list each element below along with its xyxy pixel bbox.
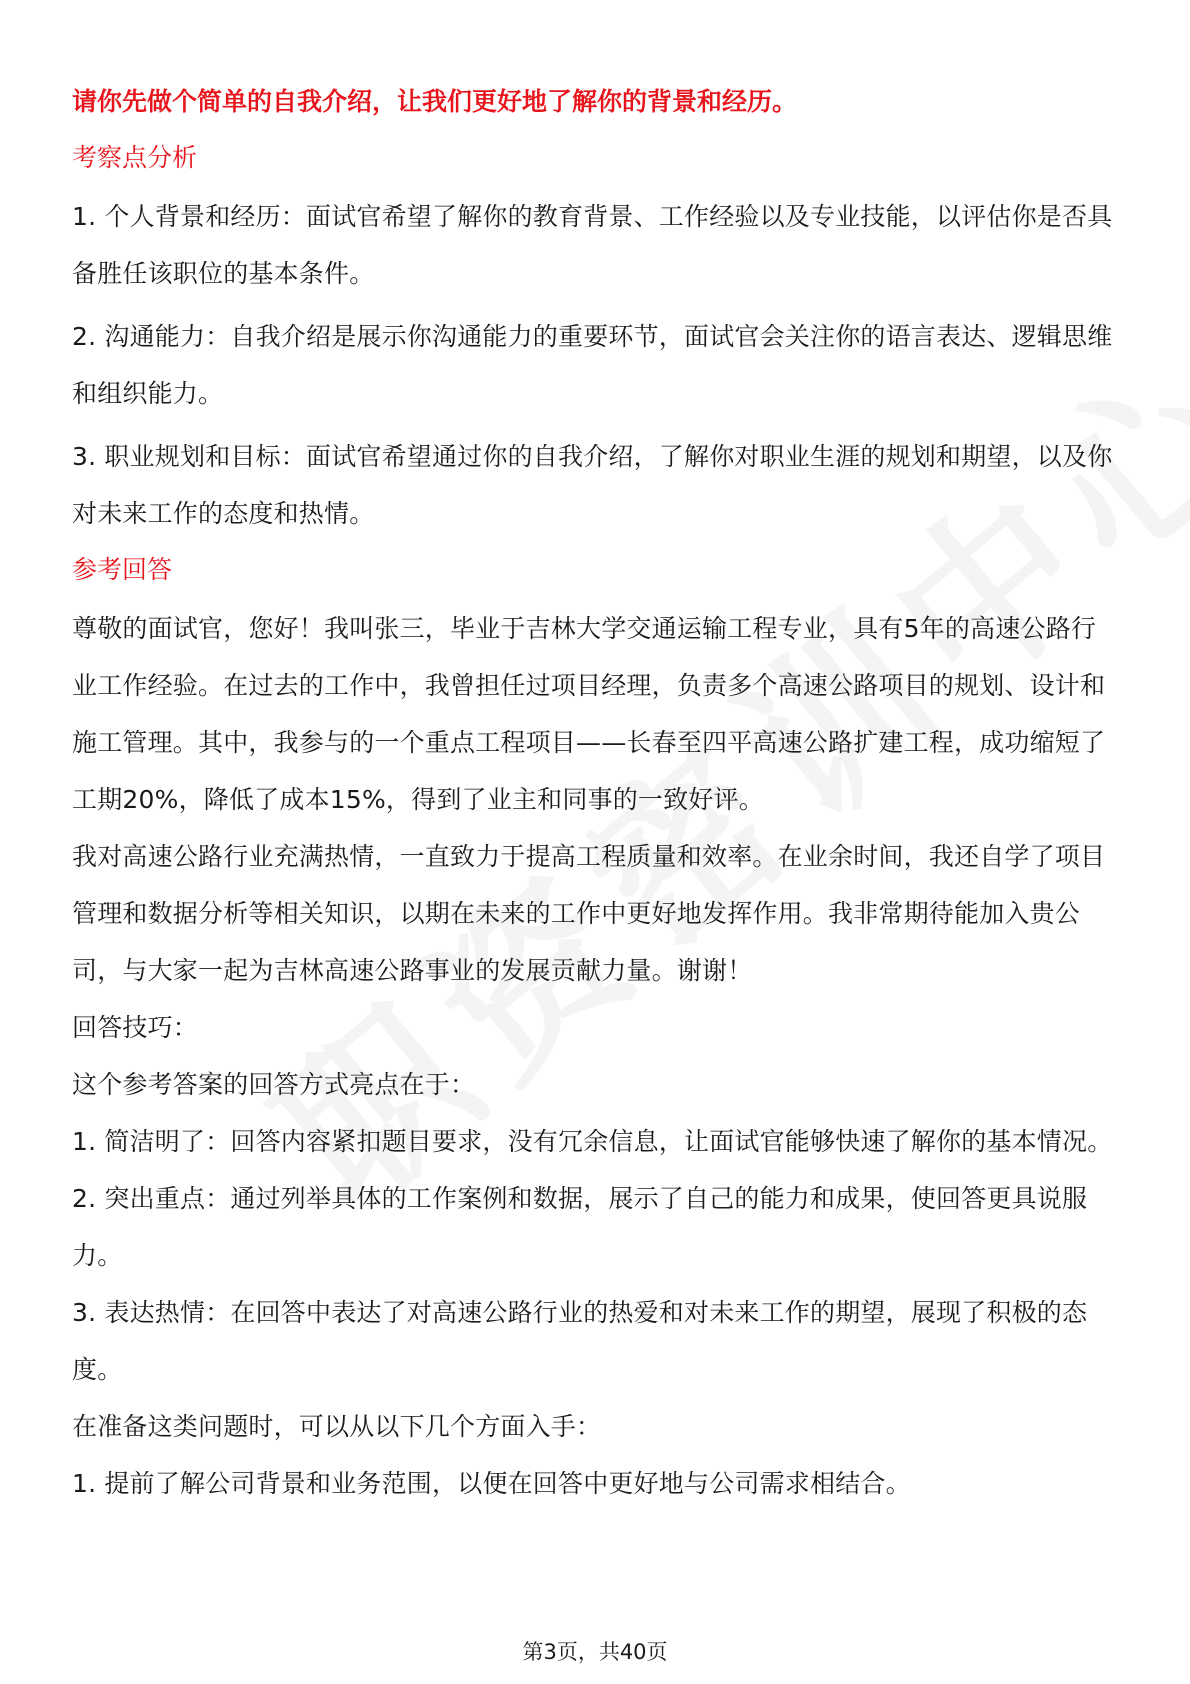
tip-item-1: 1. 简洁明了：回答内容紧扣题目要求，没有冗余信息，让面试官能够快速了解你的基本情况。 — [72, 1127, 1113, 1156]
tips-intro: 这个参考答案的回答方式亮点在于： — [72, 1070, 476, 1099]
tips-heading: 回答技巧： — [72, 1013, 199, 1042]
analysis-item-3: 3. 职业规划和目标：面试官希望通过你的自我介绍，了解你对职业生涯的规划和期望，以及你对未来工作的态度和热情。 — [72, 442, 1113, 528]
tip-item-2: 2. 突出重点：通过列举具体的工作案例和数据，展示了自己的能力和成果，使回答更具说服力。 — [72, 1184, 1088, 1270]
analysis-title: 考察点分析 — [72, 143, 198, 172]
analysis-item-1: 1. 个人背景和经历：面试官希望了解你的教育背景、工作经验以及专业技能，以评估你是否具备胜任该职位的基本条件。 — [72, 202, 1113, 288]
prep-intro: 在准备这类问题时，可以从以下几个方面入手： — [72, 1412, 602, 1441]
answer-paragraph-2: 我对高速公路行业充满热情，一直致力于提高工程质量和效率。在业余时间，我还自学了项目管理和数据分析等相关知识，以期在未来的工作中更好地发挥作用。我非常期待能加入贵公司，与大家一起为吉林高速公路事业的发展贡献力量。谢谢！ — [72, 842, 1106, 985]
answer-paragraph-1: 尊敬的面试官，您好！我叫张三，毕业于吉林大学交通运输工程专业，具有5年的高速公路行业工作经验。在过去的工作中，我曾担任过项目经理，负责多个高速公路项目的规划、设计和施工管理。其中，我参与的一个重点工程项目——长春至四平高速公路扩建工程，成功缩短了工期20%，降低了成本15%，得到了业主和同事的一致好评。 — [72, 614, 1106, 814]
interview-question: 请你先做个简单的自我介绍，让我们更好地了解你的背景和经历。 — [72, 87, 798, 116]
page-content — [72, 84, 1118, 1512]
tip-item-3: 3. 表达热情：在回答中表达了对高速公路行业的热爱和对未来工作的期望，展现了积极的态度。 — [72, 1298, 1088, 1384]
answer-title: 参考回答 — [72, 555, 173, 584]
analysis-item-2: 2. 沟通能力：自我介绍是展示你沟通能力的重要环节，面试官会关注你的语言表达、逻辑思维和组织能力。 — [72, 322, 1113, 408]
page-number: 第3页，共40页 — [522, 1640, 668, 1664]
prep-item-1: 1. 提前了解公司背景和业务范围，以便在回答中更好地与公司需求相结合。 — [72, 1469, 911, 1498]
